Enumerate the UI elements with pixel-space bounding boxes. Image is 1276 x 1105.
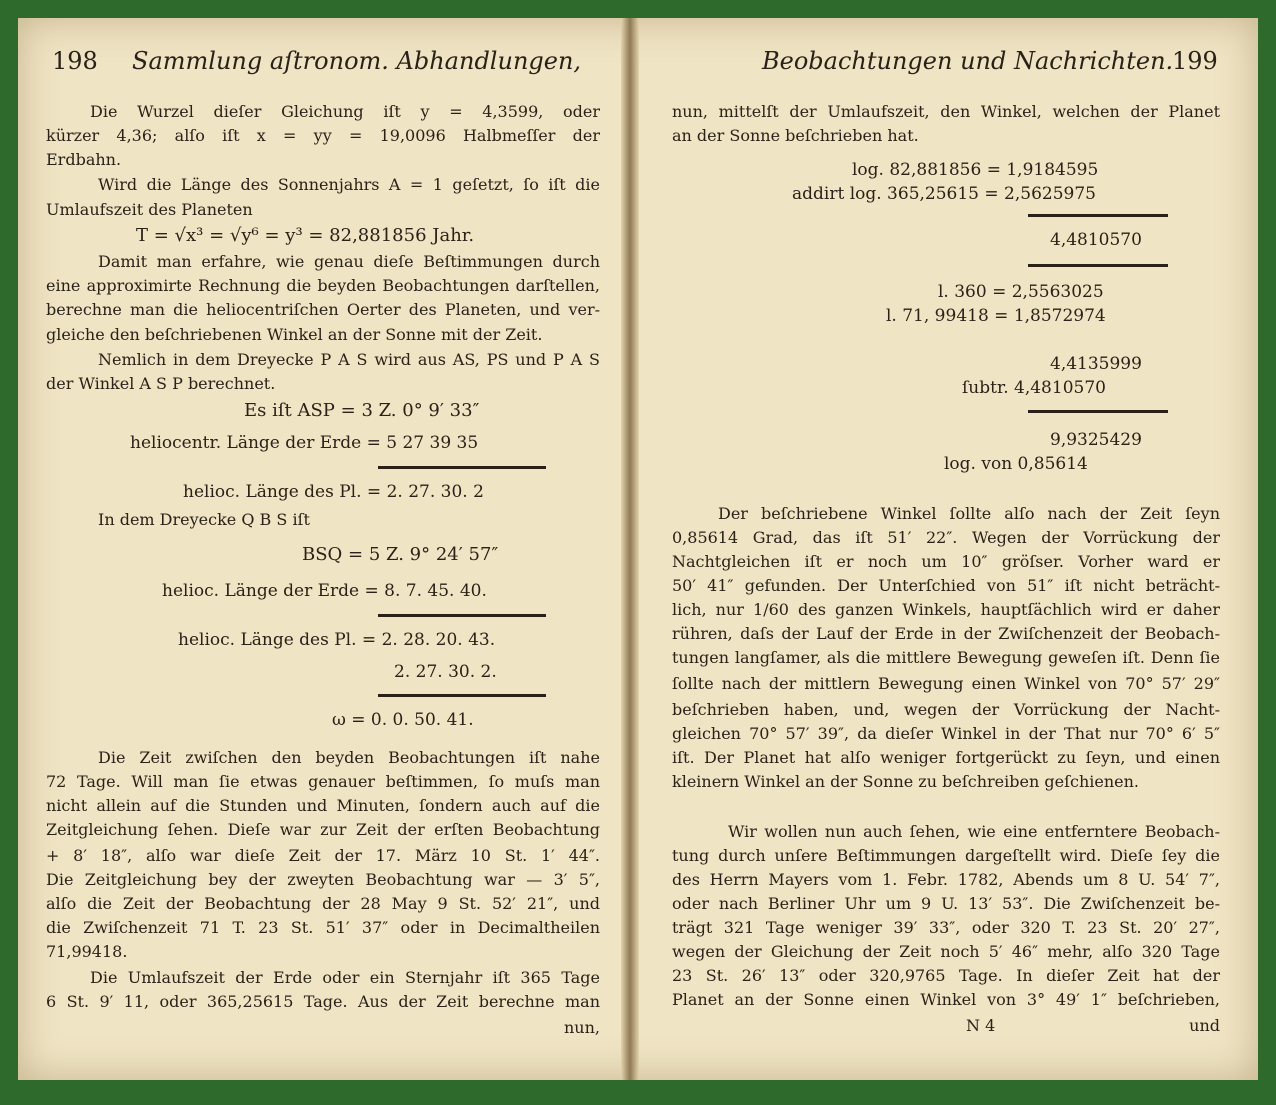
left-page (46, 18, 606, 1080)
text-line: tungen langſamer, als die mittlere Bewegung geweſen iſt. Denn ſie (672, 648, 1220, 667)
sum-rule (1028, 410, 1168, 413)
signature-mark: N 4 (966, 1016, 996, 1035)
sum-rule (378, 614, 546, 617)
text-line: lich, nur 1/60 des ganzen Winkels, hauptſächlich wird er daher (672, 600, 1220, 619)
text-line: nicht allein auf die Stunden und Minuten, ſondern auch auf die (46, 796, 600, 815)
text-line: 23 St. 26′ 13″ oder 320,9765 Tage. In dieſer Zeit hat der (672, 966, 1220, 985)
sum-rule (1028, 214, 1168, 217)
text-line: Die Zeit zwiſchen den beyden Beobachtungen iſt nahe (98, 748, 600, 767)
sum-rule (1028, 264, 1168, 267)
text-line: In dem Dreyecke Q B S iſt (98, 510, 310, 529)
calc-line: BSQ = 5 Z. 9° 24′ 57″ (302, 544, 499, 565)
calc-line: helioc. Länge der Erde = 8. 7. 45. 40. (162, 581, 487, 601)
text-line: 6 St. 9′ 11, oder 365,25615 Tage. Aus der Zeit berechne man (46, 992, 600, 1011)
text-line: kleinern Winkel an der Sonne zu beſchreiben geſchienen. (672, 772, 1139, 791)
text-line: tung durch unſere Beſtimmungen dargeſtellt wird. Dieſe ſey die (672, 846, 1220, 865)
calc-line: helioc. Länge des Pl. = 2. 27. 30. 2 (183, 482, 484, 502)
sum-rule (378, 694, 546, 697)
text-line: 72 Tage. Will man ſie etwas genauer beſtimmen, ſo muſs man (46, 772, 600, 791)
text-line: rühren, daſs der Lauf der Erde in der Zwiſchenzeit der Beobach- (672, 624, 1220, 643)
text-line: Damit man erfahre, wie genau dieſe Beſtimmungen durch (98, 252, 600, 271)
page-number: 198 (52, 47, 98, 75)
calc-line: heliocentr. Länge der Erde = 5 27 39 35 (130, 433, 479, 453)
text-line: iſt. Der Planet hat alſo weniger fortgerückt zu ſeyn, und einen (672, 748, 1220, 767)
text-line: trägt 321 Tage weniger 39′ 33″, oder 320 T. 23 St. 20′ 27″, (672, 918, 1220, 937)
text-line: berechne man die heliocentriſchen Oerter des Planeten, und ver- (46, 300, 600, 319)
text-line: 71,99418. (46, 942, 128, 961)
right-page (666, 18, 1226, 1080)
calc-line: 4,4135999 (1050, 354, 1142, 374)
book-spread (18, 18, 1258, 1080)
text-line: ſollte nach der mittlern Bewegung einen Winkel von 70° 57′ 29″ (672, 674, 1220, 693)
calc-line: 9,9325429 (1050, 430, 1142, 450)
text-line: die Zwiſchenzeit 71 T. 23 St. 51′ 37″ oder in Decimaltheilen (46, 918, 600, 937)
calc-line: log. 82,881856 = 1,9184595 (852, 160, 1099, 180)
calc-line: ſubtr. 4,4810570 (962, 378, 1106, 398)
running-head: Sammlung aſtronom. Abhandlungen, (132, 47, 582, 75)
text-line: Die Wurzel dieſer Gleichung iſt y = 4,3599, oder (90, 102, 600, 121)
calc-line: l. 360 = 2,5563025 (938, 282, 1104, 302)
text-line: der Winkel A S P berechnet. (46, 374, 276, 393)
text-line: kürzer 4,36; alſo iſt x = yy = 19,0096 Halbmeſſer der (46, 126, 600, 145)
text-line: Zeitgleichung ſehen. Dieſe war zur Zeit der erſten Beobachtung (46, 820, 600, 839)
text-line: wegen der Gleichung der Zeit noch 5′ 46″ mehr, alſo 320 Tage (672, 942, 1220, 961)
calc-line: helioc. Länge des Pl. = 2. 28. 20. 43. (178, 630, 496, 650)
text-line: 50′ 41″ gefunden. Der Unterſchied von 51″ iſt nicht beträcht- (672, 576, 1220, 595)
calc-line: 2. 27. 30. 2. (394, 662, 497, 682)
text-line: Die Umlaufszeit der Erde oder ein Sternjahr iſt 365 Tage (90, 968, 600, 987)
text-line: Nachtgleichen iſt er noch um 10″ gröſser. Vorher ward er (672, 552, 1220, 571)
calc-line: addirt log. 365,25615 = 2,5625975 (792, 184, 1096, 204)
calc-line: l. 71, 99418 = 1,8572974 (886, 306, 1106, 326)
text-line: Wird die Länge des Sonnenjahrs A = 1 geſetzt, ſo iſt die (98, 175, 600, 194)
catchword: nun, (564, 1018, 600, 1037)
text-line: Wir wollen nun auch ſehen, wie eine entferntere Beobach- (728, 822, 1220, 841)
text-line: an der Sonne beſchrieben hat. (672, 126, 919, 145)
catchword: und (1189, 1016, 1220, 1035)
text-line: alſo die Zeit der Beobachtung der 28 May 9 St. 52′ 21″, und (46, 894, 600, 913)
text-line: nun, mittelſt der Umlaufszeit, den Winkel, welchen der Planet (672, 102, 1220, 121)
calc-line: ω = 0. 0. 50. 41. (332, 710, 474, 730)
sum-rule (378, 466, 546, 469)
text-line: gleiche den beſchriebenen Winkel an der Sonne mit der Zeit. (46, 325, 543, 344)
text-line: Umlaufszeit des Planeten (46, 200, 253, 219)
page-number: 199 (1172, 47, 1218, 75)
calc-line: log. von 0,85614 (944, 454, 1088, 474)
text-line: beſchrieben haben, und, wegen der Vorrückung der Nacht- (672, 700, 1220, 719)
text-line: Planet an der Sonne einen Winkel von 3° 49′ 1″ beſchrieben, (672, 990, 1220, 1009)
calc-line: Es iſt ASP = 3 Z. 0° 9′ 33″ (244, 400, 480, 421)
text-line: Nemlich in dem Dreyecke P A S wird aus AS, PS und P A S (98, 350, 600, 369)
text-line: + 8′ 18″, alſo war dieſe Zeit der 17. März 10 St. 1′ 44″. (46, 846, 600, 865)
text-line: gleichen 70° 57′ 39″, da dieſer Winkel in der That nur 70° 6′ 5″ (672, 724, 1220, 743)
text-line: Erdbahn. (46, 150, 122, 169)
running-head: Beobachtungen und Nachrichten. (762, 47, 1174, 75)
formula-line: T = √x³ = √y⁶ = y³ = 82,881856 Jahr. (136, 225, 475, 246)
text-line: 0,85614 Grad, das iſt 51′ 22″. Wegen der Vorrückung der (672, 528, 1220, 547)
text-line: Die Zeitgleichung bey der zweyten Beobachtung war — 3′ 5″, (46, 870, 600, 889)
text-line: eine approximirte Rechnung die beyden Beobachtungen darſtellen, (46, 276, 600, 295)
calc-line: 4,4810570 (1050, 230, 1142, 250)
text-line: des Herrn Mayers vom 1. Febr. 1782, Abends um 8 U. 54′ 7″, (672, 870, 1220, 889)
text-line: oder nach Berliner Uhr um 9 U. 13′ 53″. Die Zwiſchenzeit be- (672, 894, 1220, 913)
text-line: Der beſchriebene Winkel ſollte alſo nach der Zeit ſeyn (718, 504, 1220, 523)
book-gutter (621, 18, 639, 1080)
